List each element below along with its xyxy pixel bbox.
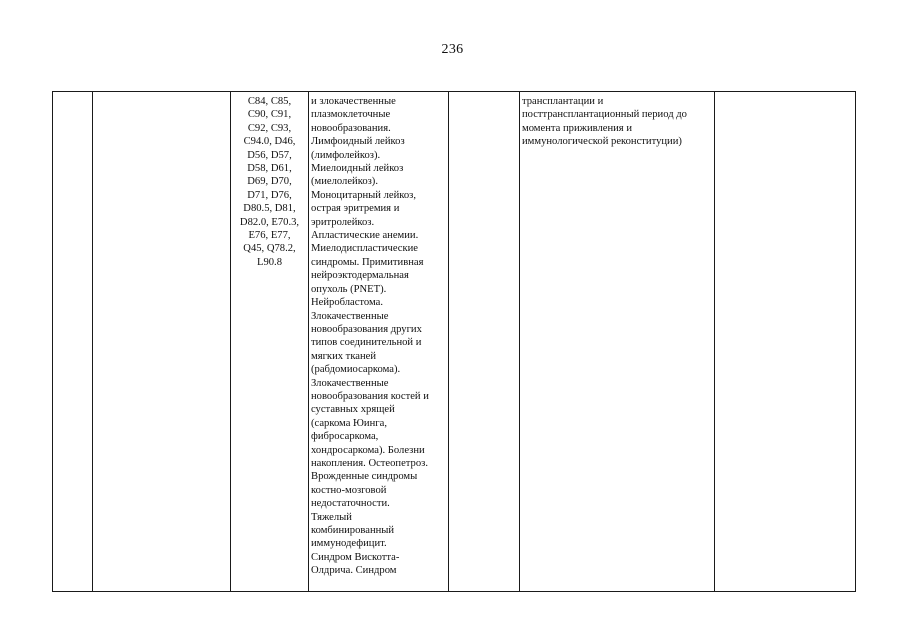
icd-code-line: E76, E77,: [248, 230, 291, 242]
diagnosis-line: синдромы. Примитивная: [311, 256, 424, 268]
document-table: [52, 91, 856, 592]
conditions-line: трансплантации и: [522, 96, 604, 107]
diagnosis-line: Миелоидный лейкоз: [311, 163, 404, 175]
cell-empty-5: [449, 92, 520, 592]
conditions-line: иммунологической реконституции): [522, 136, 682, 148]
cell-empty-1: [53, 92, 93, 592]
diagnosis-line: новообразования других: [311, 323, 422, 335]
diagnosis-line: (саркома Юинга,: [311, 417, 387, 429]
cell-empty-7: [715, 92, 856, 592]
cell-icd-codes: [231, 92, 309, 592]
icd-code-line: C84, C85,: [247, 96, 292, 107]
diagnosis-line: плазмоклеточные: [311, 109, 391, 121]
page-number: 236: [441, 42, 464, 57]
diagnosis-line: новообразования.: [311, 122, 391, 134]
diagnosis-line: накопления. Остеопетроз.: [311, 457, 428, 469]
cell-diagnosis: [309, 92, 449, 592]
conditions-line: посттрансплантационный период до: [522, 109, 687, 121]
diagnosis-line: Миелодиспластические: [311, 243, 419, 255]
diagnosis-line: Олдрича. Синдром: [311, 565, 397, 577]
icd-code-line: D82.0, E70.3,: [239, 216, 300, 228]
table-row: [53, 92, 856, 592]
cell-treatment-conditions: [520, 92, 715, 592]
diagnosis-line: Синдром Вискотта-: [311, 551, 400, 563]
icd-code-line: D80.5, D81,: [243, 203, 296, 215]
diagnosis-line: Злокачественные: [311, 377, 389, 389]
diagnosis-line: (миелолейкоз).: [311, 176, 378, 188]
diagnosis-line: и злокачественные: [311, 96, 396, 107]
diagnosis-line: типов соединительной и: [311, 337, 422, 349]
diagnosis-line: острая эритремия и: [311, 203, 400, 215]
icd-code-line: Q45, Q78.2,: [243, 243, 296, 255]
icd-code-line: D69, D70,: [247, 176, 292, 188]
icd-code-line: C92, C93,: [247, 122, 292, 134]
icd-code-line: D58, D61,: [247, 163, 292, 175]
diagnosis-line: фибросаркома,: [311, 431, 379, 443]
conditions-line: момента приживления и: [522, 122, 632, 134]
icd-code-line: C90, C91,: [247, 109, 292, 121]
diagnosis-line: опухоль (PNET).: [311, 283, 387, 295]
diagnosis-line: Врожденные синдромы: [311, 471, 418, 483]
diagnosis-line: эритролейкоз.: [311, 216, 375, 228]
diagnosis-line: комбинированный: [311, 525, 395, 536]
diagnosis-line: мягких тканей: [311, 350, 377, 362]
diagnosis-line: Злокачественные: [311, 310, 389, 322]
diagnosis-line: Апластические анемии.: [311, 230, 419, 242]
diagnosis-line: (лимфолейкоз).: [311, 149, 381, 161]
diagnosis-line: Нейробластома.: [311, 297, 383, 309]
diagnosis-line: костно-мозговой: [311, 484, 387, 496]
cell-empty-2: [93, 92, 231, 592]
diagnosis-line: недостаточности.: [311, 498, 390, 510]
diagnosis-line: новообразования костей и: [311, 390, 429, 402]
icd-code-line: L90.8: [256, 256, 282, 268]
diagnosis-line: иммунодефицит.: [311, 538, 387, 550]
diagnosis-line: (рабдомиосаркома).: [311, 364, 401, 376]
diagnosis-line: хондросаркома). Болезни: [311, 444, 425, 456]
diagnosis-line: нейроэктодермальная: [311, 270, 409, 282]
diagnosis-line: Лимфоидный лейкоз: [311, 136, 405, 148]
icd-code-line: D56, D57,: [247, 149, 292, 161]
icd-code-line: C94.0, D46,: [243, 136, 296, 148]
diagnosis-line: суставных хрящей: [311, 404, 395, 416]
diagnosis-line: Тяжелый: [311, 511, 352, 523]
diagnosis-line: Моноцитарный лейкоз,: [311, 189, 417, 201]
icd-code-line: D71, D76,: [247, 189, 292, 201]
